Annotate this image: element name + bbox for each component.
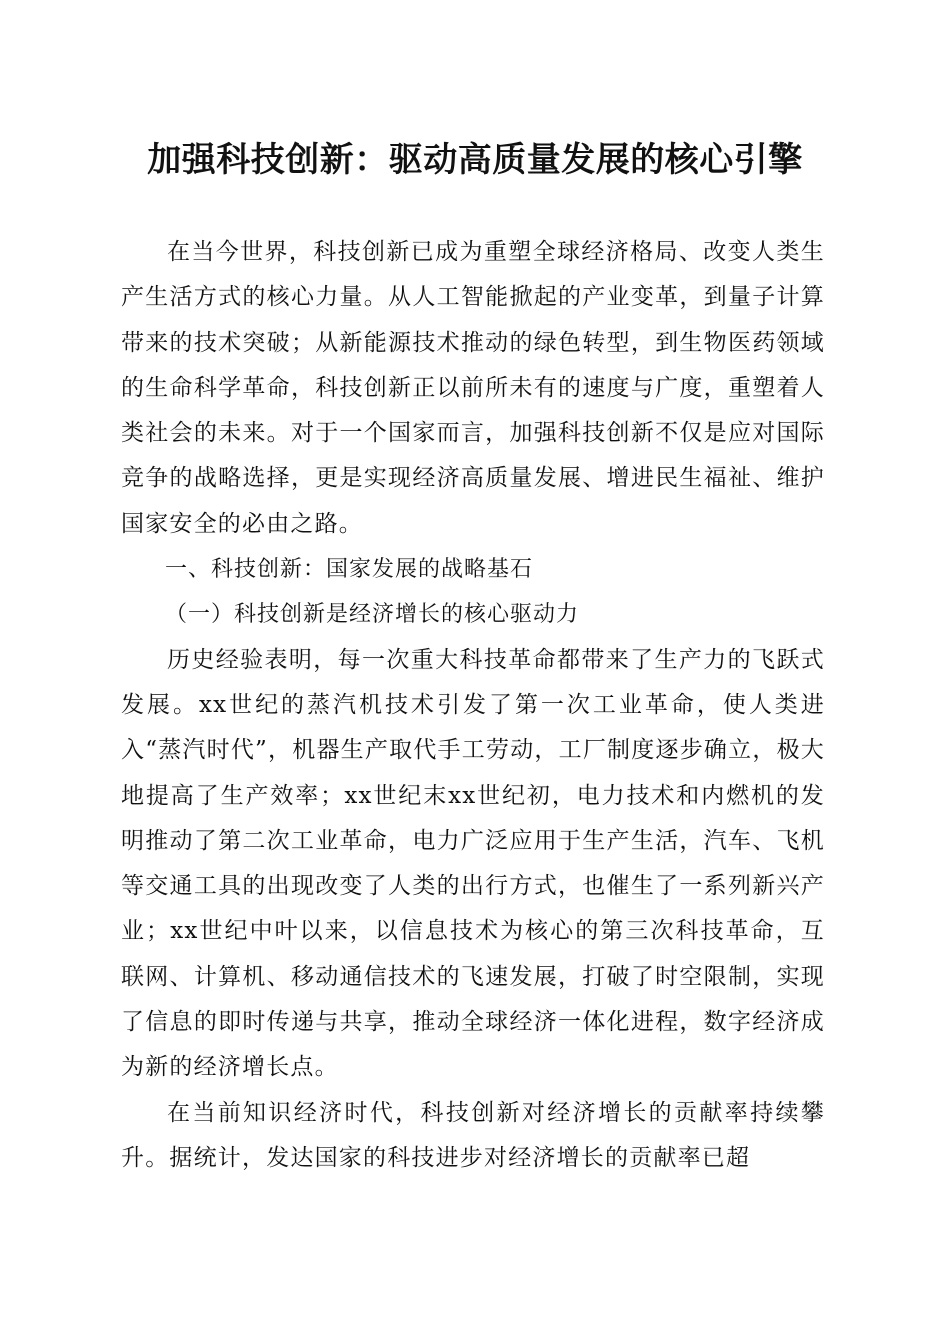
knowledge-economy-paragraph: 在当前知识经济时代，科技创新对经济增长的贡献率持续攀升。据统计，发达国家的科技进步对经济增长的贡献率已超 [121,1099,825,1171]
history-paragraph: 历史经验表明，每一次重大科技革命都带来了生产力的飞跃式发展。xx世纪的蒸汽机技术引发了第一次工业革命，使人类进入“蒸汽时代”，机器生产取代手工劳动，工厂制度逐步确立，极大地提高了生产效率；xx世纪末xx世纪初，电力技术和内燃机的发明推动了第二次工业革命，电力广泛应用于生产生活，汽车、飞机等交通工具的出现改变了人类的出行方式，也催生了一系列新兴产业；xx世纪中叶以来，以信息技术为核心的第三次科技革命，互联网、计算机、移动通信技术的飞速发展，打破了时空限制，实现了信息的即时传递与共享，推动全球经济一体化进程，数字经济成为新的经济增长点。 [121,646,825,1081]
document-title: 加强科技创新：驱动高质量发展的核心引擎 [147,140,803,180]
document-body [121,230,825,1181]
subsection-heading: （一）科技创新是经济增长的核心驱动力 [165,602,580,628]
intro-paragraph: 在当今世界，科技创新已成为重塑全球经济格局、改变人类生产生活方式的核心力量。从人工智能掀起的产业变革，到量子计算带来的技术突破；从新能源技术推动的绿色转型，到生物医药领域的生命科学革命，科技创新正以前所未有的速度与广度，重塑着人类社会的未来。对于一个国家而言，加强科技创新不仅是应对国际竞争的战略选择，更是实现经济高质量发展、增进民生福祉、维护国家安全的必由之路。 [121,239,825,537]
section-heading: 一、科技创新：国家发展的战略基石 [165,557,534,583]
